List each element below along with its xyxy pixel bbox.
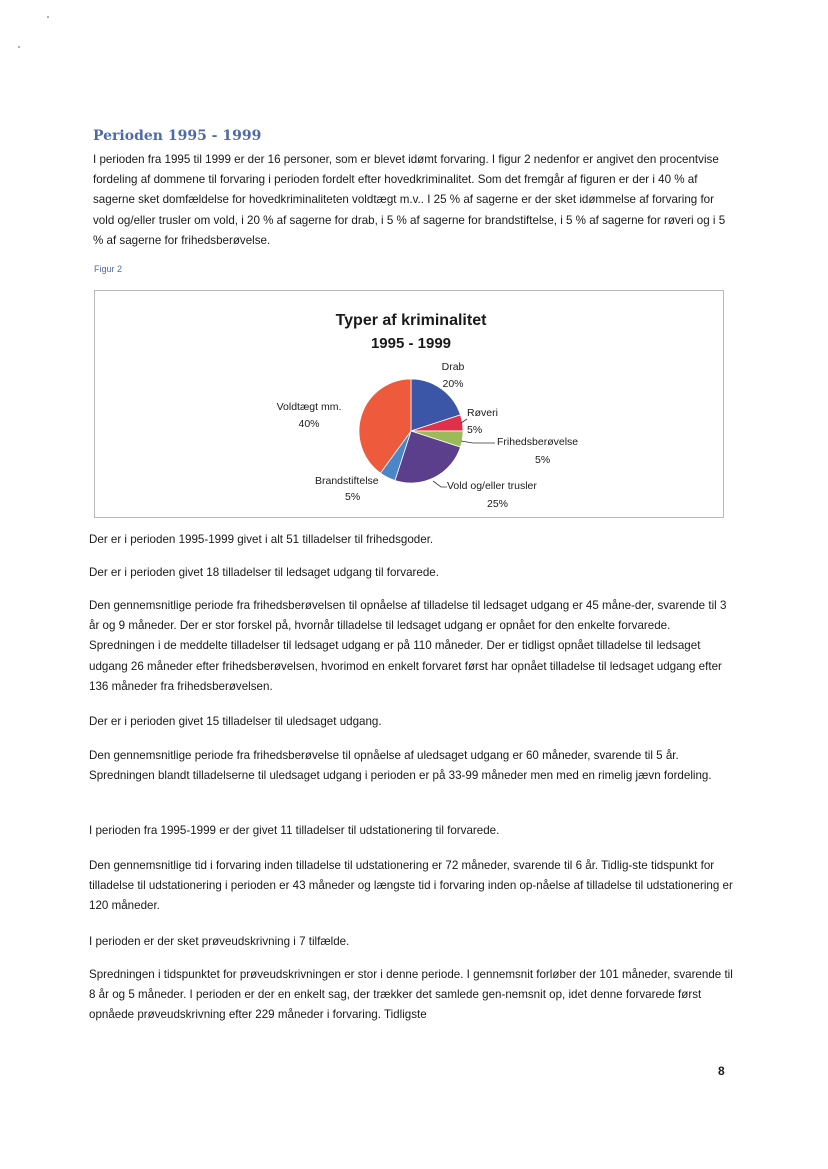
- leader-line: [433, 481, 447, 487]
- intro-paragraph: I perioden fra 1995 til 1999 er der 16 personer, som er blevet idømt forvaring. I figur 2 nedenfor er angivet den procentvise fordeling af dommene til forvaring i perioden fordelt efter hovedkriminalitet. Som det fremgår af figuren er der i 40 % af sagerne sket domfældelse for hovedkriminaliteten voldtægt m.v.. I 25 % af sagerne er der sket idømmelse af forvaring for vold og/eller trusler om vold, i 20 % af sagerne for drab, i 5 % af sagerne for brandstiftelse, i 5 % af sagerne for røveri og i 5 % af sagerne for frihedsberøvelse.: [93, 153, 726, 247]
- slice-label: Voldtægt mm.: [276, 401, 342, 413]
- slice-label: Røveri: [467, 407, 498, 419]
- slice-value-label: 5%: [535, 454, 551, 466]
- section-heading: Perioden 1995 - 1999: [93, 128, 262, 144]
- paragraph: Den gennemsnitlige periode fra frihedsberøvelse til opnåelse af uledsaget udgang er 60 måneder, svarende til 5 år. Spredningen blandt tilladelserne til uledsaget udgang i perioden er på 33-99 måneder men med en rimelig jævn fordeling.: [89, 749, 712, 783]
- slice-label: Frihedsberøvelse: [497, 436, 579, 448]
- slice-value-label: 25%: [487, 498, 509, 510]
- page-number: 8: [718, 1064, 725, 1078]
- paragraph: Der er i perioden givet 18 tilladelser til ledsaget udgang til forvarede.: [89, 566, 439, 579]
- paragraph: Den gennemsnitlige periode fra frihedsberøvelsen til opnåelse af tilladelse til ledsaget udgang er 45 måne-der, svarende til 3 år og 9 måneder. Der er stor forskel på, hvornår tilladelse til ledsaget udgang er opnået for den enkelte forvarede. Spredningen i de meddelte tilladelser til ledsaget udgang er på 110 måneder. Der er tidligst opnået tilladelse til ledsaget udgang 26 måneder efter frihedsberøvelsen, hvorimod en enkelt forvaret først har opnået tilladelse til ledsaget udgang efter 136 måneder fra frihedsberøvelsen.: [89, 599, 727, 693]
- slice-value-label: 20%: [442, 378, 464, 390]
- leader-line: [461, 441, 495, 443]
- scan-speck: [47, 16, 49, 18]
- scan-speck: [18, 46, 20, 48]
- paragraph: Der er i perioden givet 15 tilladelser til uledsaget udgang.: [89, 715, 382, 728]
- figure-label: Figur 2: [94, 264, 123, 274]
- paragraph: Den gennemsnitlige tid i forvaring inden tilladelse til udstationering er 72 måneder, svarende til 6 år. Tidlig-ste tidspunkt for tilladelse til udstationering i perioden er 43 måneder og længste tid i forvaring inden op-nåelse af tilladelse til udstationering er 120 måneder.: [89, 859, 733, 913]
- slice-label: Brandstiftelse: [315, 475, 379, 487]
- paragraph: Der er i perioden 1995-1999 givet i alt 51 tilladelser til frihedsgoder.: [89, 533, 434, 546]
- slice-label: Vold og/eller trusler: [447, 480, 537, 492]
- chart-title: Typer af kriminalitet: [335, 312, 487, 329]
- slice-value-label: 5%: [345, 491, 361, 503]
- slice-value-label: 5%: [467, 424, 483, 436]
- slice-value-label: 40%: [298, 418, 320, 430]
- paragraph: I perioden er der sket prøveudskrivning i 7 tilfælde.: [89, 935, 350, 948]
- chart-subtitle: 1995 - 1999: [370, 335, 452, 352]
- slice-label: Drab: [441, 361, 465, 373]
- pie-chart-figure: [94, 290, 724, 518]
- pie-chart: [95, 291, 723, 517]
- paragraph: I perioden fra 1995-1999 er der givet 11 tilladelser til udstationering til forvarede.: [89, 824, 500, 837]
- paragraph: Spredningen i tidspunktet for prøveudskrivningen er stor i denne periode. I gennemsnit forløber der 101 måneder, svarende til 8 år og 5 måneder. I perioden er der en enkelt sag, der trækker det samlede gen-nemsnit op, idet denne forvarede først opnåede prøveudskrivning efter 229 måneder i forvaring. Tidligste: [89, 968, 733, 1022]
